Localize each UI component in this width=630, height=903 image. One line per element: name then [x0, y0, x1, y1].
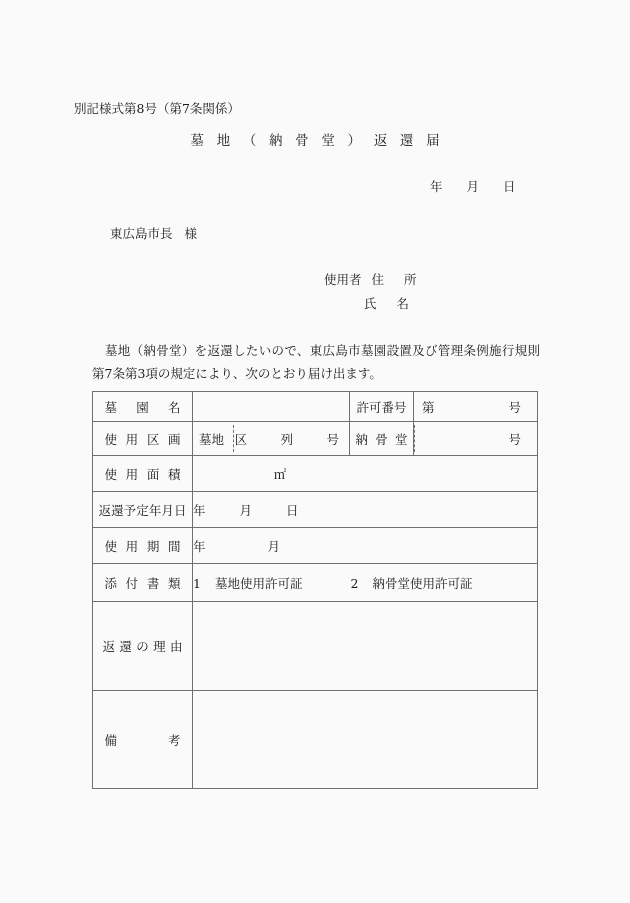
field-permit-number[interactable]	[414, 392, 538, 422]
applicant-block	[324, 268, 417, 316]
attachment-1-text: 墓地使用許可証	[215, 575, 303, 591]
form-number: 別記様式第8号（第7条関係）	[74, 101, 240, 116]
table-row-remarks	[93, 691, 538, 789]
document-title: 墓 地 （ 納 骨 堂 ） 返 還 届	[190, 133, 444, 149]
label-usage-area-text: 使用面積	[104, 466, 181, 482]
attachment-1-number: 1	[193, 575, 201, 591]
applicant-name-label-b: 名	[396, 296, 410, 311]
label-permit-number: 許可番号	[350, 392, 414, 422]
label-usage-period	[93, 528, 193, 564]
body-paragraph: 墓地（納骨堂）を返還したいので、東広島市墓園設置及び管理条例施行規則第7条第3項の規定により、次のとおり届け出ます。	[92, 343, 540, 381]
label-usage-plot-text: 使用区画	[104, 431, 181, 447]
ossuary-unit: 号	[508, 431, 521, 447]
label-return-date	[93, 492, 193, 528]
label-usage-period-text: 使用期間	[104, 538, 181, 554]
applicant-address-row	[324, 268, 417, 292]
return-date-day: 日	[286, 502, 299, 518]
table-row-return-reason	[93, 602, 538, 691]
ossuary-divider	[414, 425, 415, 452]
label-cemetery-name-text: 墓園名	[104, 399, 181, 415]
applicant-name-label-a: 氏	[364, 296, 377, 311]
applicant-lead-label: 使用者	[324, 272, 362, 287]
label-ossuary-text: 納骨堂	[355, 431, 408, 447]
field-attachments	[193, 564, 538, 602]
label-attachments	[93, 564, 193, 602]
attachment-2-text: 納骨堂使用許可証	[372, 575, 473, 591]
field-cemetery-name[interactable]	[193, 392, 350, 422]
label-return-reason-text: 返還の理由	[102, 639, 183, 654]
return-date-year: 年	[193, 502, 206, 518]
permit-prefix: 第	[422, 399, 435, 415]
addressee-name: 東広島市長	[110, 226, 173, 241]
addressee	[110, 224, 197, 242]
label-usage-area	[93, 456, 193, 492]
grave-plot-units	[201, 430, 339, 448]
table-row-usage-area	[93, 456, 538, 492]
usage-area-unit: ㎡	[273, 466, 287, 482]
field-grave-plot[interactable]	[193, 422, 350, 456]
table-row-return-date	[93, 492, 538, 528]
field-return-date[interactable]	[193, 492, 538, 528]
date-year-label: 年	[430, 179, 443, 194]
permit-suffix: 号	[508, 399, 521, 415]
unit-gou: 号	[326, 431, 339, 447]
unit-ku: 区	[234, 431, 247, 447]
label-cemetery-name	[93, 392, 193, 422]
date-month-label: 月	[466, 179, 480, 194]
addressee-honorific: 様	[184, 226, 198, 241]
label-remarks-text: 備考	[104, 732, 181, 748]
label-ossuary	[350, 422, 414, 456]
unit-retsu: 列	[280, 431, 293, 447]
return-form-table	[92, 391, 538, 789]
label-return-date-text: 返還予定年月日	[98, 502, 187, 518]
label-usage-plot	[93, 422, 193, 456]
field-remarks[interactable]	[193, 691, 538, 789]
label-return-reason	[93, 602, 193, 691]
date-line	[430, 177, 516, 195]
field-return-reason[interactable]	[193, 602, 538, 691]
label-attachments-text: 添付書類	[104, 575, 181, 591]
table-row-usage-period	[93, 528, 538, 564]
applicant-name-row	[324, 292, 417, 316]
applicant-address-label-b: 所	[404, 272, 417, 287]
table-row-cemetery-name	[93, 392, 538, 422]
return-date-month: 月	[239, 502, 253, 518]
table-row-attachments	[93, 564, 538, 602]
table-row-usage-plot	[93, 422, 538, 456]
applicant-address-label-a: 住	[371, 272, 385, 287]
usage-period-month: 月	[267, 538, 281, 554]
field-ossuary-number[interactable]	[414, 422, 538, 456]
label-remarks	[93, 691, 193, 789]
grave-tag-label: 墓地	[199, 431, 225, 447]
attachment-2-number: 2	[350, 575, 359, 591]
field-usage-period[interactable]	[193, 528, 538, 564]
field-usage-area[interactable]	[193, 456, 538, 492]
date-day-label: 日	[503, 179, 516, 194]
usage-period-year: 年	[193, 538, 206, 554]
